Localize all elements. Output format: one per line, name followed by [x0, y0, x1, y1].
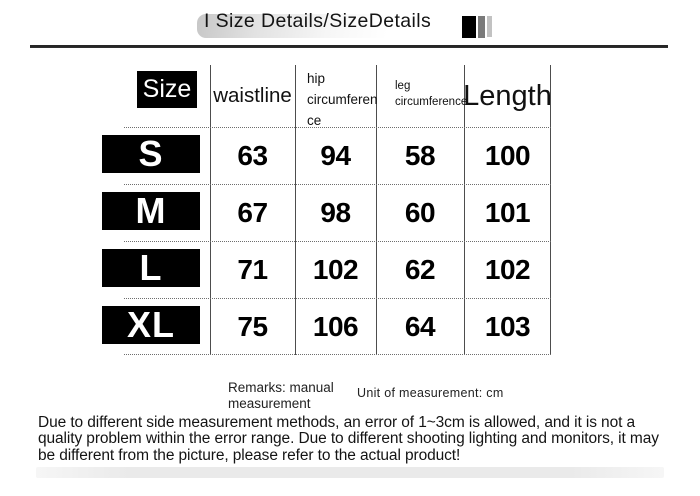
column-header-leg-circumference: leg circumference — [395, 80, 468, 108]
cell-l-leg: 62 — [404, 253, 436, 285]
cell-m-hip: 98 — [320, 196, 351, 228]
bottom-shadow-band — [36, 467, 664, 478]
size-table — [124, 65, 551, 355]
size-label-s: S — [102, 135, 200, 173]
bar-gray — [478, 16, 485, 38]
column-header-length: Length — [463, 79, 552, 112]
column-header-hip-circumference: hip circumference — [307, 71, 378, 128]
disclaimer-text: Due to different side measurement methods, an error of 1~3cm is allowed, and it is not a quality problem within the error range. Due to different shooting lighting and monitors, it may be different from the picture, please refer to the actual product! — [38, 414, 659, 464]
size-label-l: L — [102, 249, 200, 287]
cell-xl-length: 103 — [484, 310, 531, 342]
cell-m-length: 101 — [484, 196, 531, 228]
cell-xl-waistline: 75 — [237, 310, 268, 342]
cell-l-waistline: 71 — [237, 253, 268, 285]
cell-s-hip: 94 — [320, 139, 351, 171]
cell-l-length: 102 — [484, 253, 531, 285]
page-title: I Size Details/SizeDetails — [204, 10, 432, 32]
cell-m-leg: 60 — [404, 196, 436, 228]
remarks-note: Remarks: manual measurement — [228, 380, 334, 411]
table-row-m — [124, 184, 551, 241]
cell-s-length: 100 — [484, 139, 531, 171]
table-row-xl — [124, 298, 551, 355]
bars-icon — [462, 16, 492, 38]
cell-s-leg: 58 — [404, 139, 436, 171]
cell-m-waistline: 67 — [237, 196, 268, 228]
cell-l-hip: 102 — [312, 253, 359, 285]
table-row-l — [124, 241, 551, 298]
cell-s-waistline: 63 — [237, 139, 268, 171]
bar-black — [462, 16, 476, 38]
column-header-size: Size — [137, 71, 197, 108]
cell-xl-hip: 106 — [312, 310, 359, 342]
cell-xl-leg: 64 — [404, 310, 436, 342]
table-row-s — [124, 127, 551, 184]
title-divider — [30, 45, 668, 48]
column-header-waistline: waistline — [213, 84, 292, 107]
size-label-m: M — [102, 192, 200, 230]
bar-lightgray — [487, 16, 492, 37]
unit-note: Unit of measurement: cm — [357, 386, 504, 400]
size-label-xl: XL — [102, 306, 200, 344]
